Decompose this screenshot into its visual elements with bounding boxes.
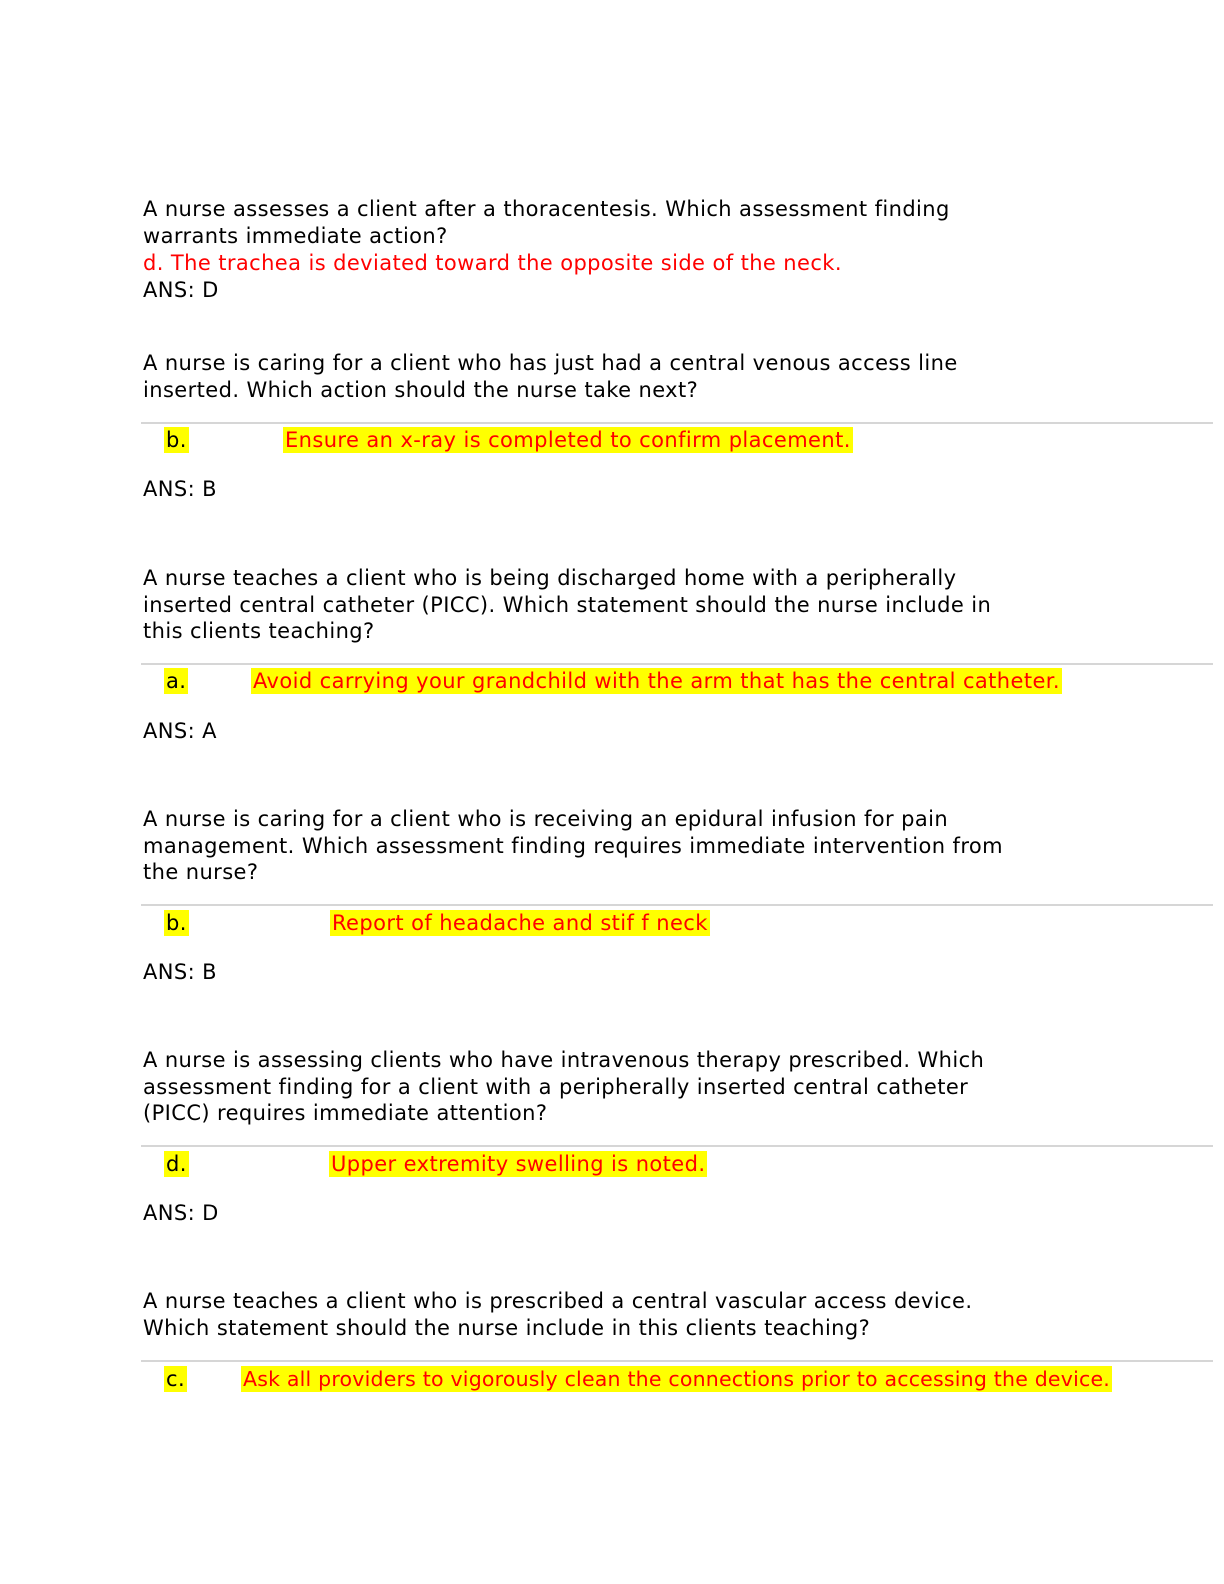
question-4-divider — [141, 904, 1213, 906]
question-1-text: A nurse assesses a client after a thoracentesis. Which assessment finding warrants immediate action? — [143, 197, 950, 248]
question-3-answer-letter: a. — [166, 669, 187, 693]
question-1-ans: ANS: D — [143, 278, 219, 302]
question-5-answer-option: Upper extremity swelling is noted. — [331, 1152, 706, 1176]
question-2-answer-option: Ensure an x-ray is completed to confirm placement. — [285, 428, 851, 452]
question-5-answer-letter: d. — [166, 1152, 187, 1176]
question-3-ans: ANS: A — [143, 719, 217, 743]
question-2-divider — [141, 422, 1213, 424]
question-1-answer-text: d. The trachea is deviated toward the opposite side of the neck. — [143, 251, 842, 275]
question-5-divider — [141, 1145, 1213, 1147]
question-4-answer-letter: b. — [166, 911, 187, 935]
question-5-ans: ANS: D — [143, 1201, 219, 1225]
question-2-answer-letter: b. — [166, 428, 187, 452]
question-3-text: A nurse teaches a client who is being discharged home with a peripherally inserted central catheter (PICC). Which statement should the nurse include in this clients teaching? — [143, 566, 992, 643]
question-6-divider — [141, 1360, 1213, 1362]
question-6-answer-letter: c. — [166, 1367, 186, 1391]
question-3-divider — [141, 663, 1213, 665]
question-6-text: A nurse teaches a client who is prescribed a central vascular access device. Which statement should the nurse include in this clients teaching? — [143, 1289, 973, 1340]
question-5-text: A nurse is assessing clients who have intravenous therapy prescribed. Which assessment finding for a client with a peripherally inserted central catheter (PICC) requires immediate attention? — [143, 1048, 985, 1125]
question-2-ans: ANS: B — [143, 477, 217, 501]
question-4-answer-option: Report of headache and stif f neck — [332, 911, 708, 935]
question-2-text: A nurse is caring for a client who has just had a central venous access line inserted. Which action should the nurse take next? — [143, 351, 958, 402]
question-6-answer-option: Ask all providers to vigorously clean the connections prior to accessing the device. — [243, 1367, 1110, 1391]
question-4-text: A nurse is caring for a client who is receiving an epidural infusion for pain management. Which assessment finding requires immediate intervention from the nurse? — [143, 807, 1003, 884]
question-3-answer-option: Avoid carrying your grandchild with the arm that has the central catheter. — [253, 669, 1060, 693]
question-4-ans: ANS: B — [143, 960, 217, 984]
